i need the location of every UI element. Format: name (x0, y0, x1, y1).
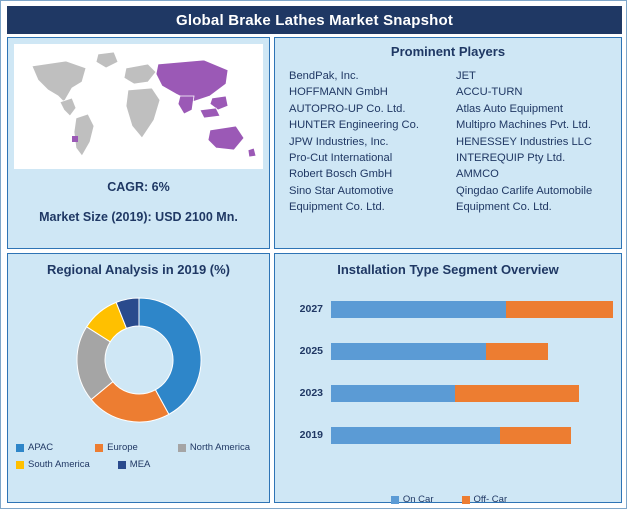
list-item: Sino Star Automotive (289, 184, 394, 197)
installation-type-panel (274, 253, 622, 503)
bar-track (331, 301, 613, 318)
bar-category-label: 2027 (299, 303, 323, 315)
list-item: JPW Industries, Inc. (289, 135, 389, 148)
bar-track (331, 427, 613, 444)
legend-label: North America (189, 442, 250, 453)
list-item: Equipment Co. Ltd. (456, 201, 552, 214)
legend-label: Off- Car (473, 494, 508, 505)
bar-segment-on-car (331, 301, 506, 318)
donut-legend-row-1 (16, 442, 263, 453)
map-panel (7, 37, 270, 249)
list-item: Qingdao Carlife Automobile (456, 184, 593, 197)
list-item: Atlas Auto Equipment (456, 102, 563, 115)
page-title (7, 6, 622, 34)
legend-item-off-car (462, 494, 508, 505)
legend-swatch-icon (16, 461, 24, 469)
bar-segment-off-car (500, 427, 571, 444)
players-columns (289, 68, 613, 216)
legend-item-mea (118, 459, 151, 470)
prominent-players-panel (274, 37, 622, 249)
list-item: HOFFMANN GmbH (289, 86, 388, 99)
legend-label: South America (28, 459, 90, 470)
bar-row (285, 418, 613, 452)
bar-segment-on-car (331, 343, 486, 360)
bar-category-label: 2025 (299, 345, 323, 357)
donut-chart-svg (64, 285, 214, 435)
legend-swatch-icon (16, 444, 24, 452)
players-column-right (456, 68, 613, 216)
bar-category-label: 2023 (299, 387, 323, 399)
bar-legend (285, 494, 613, 505)
bar-row (285, 376, 613, 410)
legend-item-north-america (178, 442, 250, 453)
bar-segment-on-car (331, 385, 455, 402)
legend-swatch-icon (178, 444, 186, 452)
legend-item-europe (95, 442, 138, 453)
legend-item-on-car (391, 494, 434, 505)
bar-category-label: 2019 (299, 429, 323, 441)
list-item: ACCU-TURN (456, 86, 523, 99)
list-item: AUTOPRO-UP Co. Ltd. (289, 102, 406, 115)
list-item: JET (456, 70, 476, 82)
bar-row (285, 292, 613, 326)
players-column-left (289, 68, 446, 216)
bar-track (331, 385, 613, 402)
page-title-text: Global Brake Lathes Market Snapshot (175, 11, 454, 29)
bar-row (285, 334, 613, 368)
regional-analysis-panel (7, 253, 270, 503)
list-item: INTEREQUIP Pty Ltd. (456, 152, 566, 165)
legend-item-apac (16, 442, 53, 453)
legend-swatch-icon (118, 461, 126, 469)
list-item: HENESSEY Industries LLC (456, 135, 592, 148)
cagr-value: CAGR: 6% (107, 180, 170, 194)
list-item: Equipment Co. Ltd. (289, 201, 385, 214)
bar-segment-off-car (486, 343, 548, 360)
bar-segment-on-car (331, 427, 500, 444)
donut-legend-row-2 (16, 459, 263, 470)
market-size-value: Market Size (2019): USD 2100 Mn. (39, 210, 238, 224)
list-item: Multipro Machines Pvt. Ltd. (456, 119, 591, 132)
legend-label: On Car (402, 494, 434, 505)
prominent-players-title: Prominent Players (390, 44, 506, 59)
legend-label: APAC (28, 442, 54, 453)
list-item: HUNTER Engineering Co. (289, 119, 419, 132)
list-item: Robert Bosch GmbH (289, 168, 393, 181)
list-item: AMMCO (456, 168, 499, 181)
donut-chart (8, 282, 269, 437)
list-item: Pro-Cut International (289, 152, 393, 165)
legend-swatch-icon (95, 444, 103, 452)
stacked-bar-chart (285, 286, 613, 505)
legend-item-south-america (16, 459, 90, 470)
legend-swatch-icon (462, 496, 470, 504)
installation-type-title: Installation Type Segment Overview (337, 262, 559, 277)
world-map (14, 44, 263, 169)
regional-analysis-title: Regional Analysis in 2019 (%) (46, 262, 231, 277)
donut-legend (16, 442, 263, 476)
bar-segment-off-car (506, 301, 613, 318)
list-item: BendPak, Inc. (289, 70, 359, 82)
legend-swatch-icon (391, 496, 399, 504)
world-map-svg (14, 44, 263, 169)
legend-label: Europe (107, 442, 138, 453)
legend-label: MEA (129, 459, 151, 470)
bar-segment-off-car (455, 385, 579, 402)
bar-track (331, 343, 613, 360)
